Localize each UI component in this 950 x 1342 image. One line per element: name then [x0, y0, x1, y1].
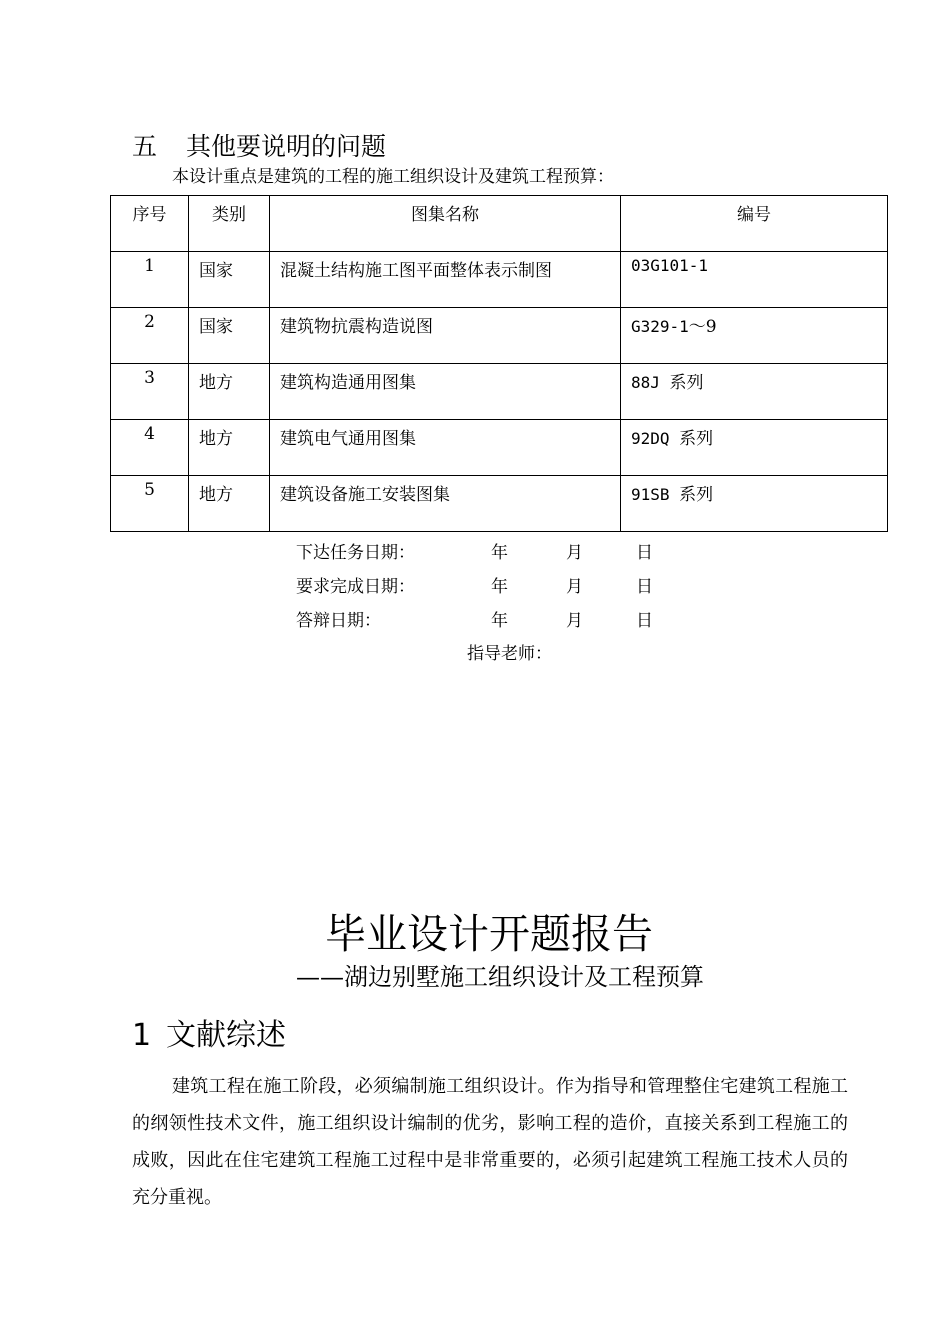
table-row: [111, 308, 888, 364]
cell-name: 建筑电气通用图集: [270, 420, 621, 476]
section-heading: [132, 130, 386, 164]
code-suffix: 系列: [679, 485, 714, 505]
month-label: 月: [566, 611, 583, 631]
header-name: 图集名称: [270, 196, 621, 252]
report-title: 毕业设计开题报告: [325, 910, 653, 958]
cell-code: [621, 364, 888, 420]
cell-code: [621, 476, 888, 532]
month-label: 月: [566, 577, 583, 597]
code-value: 92DQ: [631, 429, 680, 448]
table-row: [111, 476, 888, 532]
code-value: 03G101-1: [631, 256, 709, 275]
cell-no: 3: [111, 364, 189, 420]
date-label: 要求完成日期：: [296, 577, 415, 597]
month-label: 月: [566, 543, 583, 563]
cell-no: 5: [111, 476, 189, 532]
section1-heading: [132, 1014, 286, 1058]
cell-no: 2: [111, 308, 189, 364]
cell-code: [621, 420, 888, 476]
cell-type: 国家: [189, 252, 270, 308]
cell-code: [621, 308, 888, 364]
day-label: 日: [636, 611, 653, 631]
cell-code: [621, 252, 888, 308]
cell-type: 地方: [189, 476, 270, 532]
reference-table: [110, 195, 888, 532]
cell-no: 4: [111, 420, 189, 476]
section-intro: 本设计重点是建筑的工程的施工组织设计及建筑工程预算：: [172, 167, 614, 187]
table-row: [111, 252, 888, 308]
cell-type: 国家: [189, 308, 270, 364]
cell-no: 1: [111, 252, 189, 308]
code-suffix: ～9: [688, 317, 717, 337]
date-label: 答辩日期：: [296, 611, 381, 631]
cell-name: 建筑设备施工安装图集: [270, 476, 621, 532]
cell-type: 地方: [189, 420, 270, 476]
header-type: 类别: [189, 196, 270, 252]
cell-type: 地方: [189, 364, 270, 420]
section-title: 其他要说明的问题: [186, 132, 387, 161]
cell-name: 建筑构造通用图集: [270, 364, 621, 420]
body-paragraph: 建筑工程在施工阶段，必须编制施工组织设计。作为指导和管理整住宅建筑工程施工的纲领性技术文件，施工组织设计编制的优劣，影响工程的造价，直接关系到工程施工的成败，因此在住宅建筑工程施工过程中是非常重要的，必须引起建筑工程施工技术人员的充分重视。: [132, 1076, 848, 1208]
year-label: 年: [491, 577, 508, 597]
table-row: [111, 420, 888, 476]
table-header-row: [111, 196, 888, 252]
year-label: 年: [491, 543, 508, 563]
section1-title: 文献综述: [166, 1018, 286, 1053]
report-subtitle: ——湖边别墅施工组织设计及工程预算: [296, 963, 704, 991]
header-no: 序号: [111, 196, 189, 252]
code-suffix: 系列: [679, 429, 714, 449]
cell-name: 建筑物抗震构造说图: [270, 308, 621, 364]
code-value: 88J: [631, 373, 670, 392]
date-label: 下达任务日期：: [296, 543, 415, 563]
code-value: 91SB: [631, 485, 680, 504]
year-label: 年: [491, 611, 508, 631]
day-label: 日: [636, 577, 653, 597]
code-value: G329-1: [631, 317, 689, 336]
section-number: 五: [132, 132, 158, 161]
cell-name: 混凝土结构施工图平面整体表示制图: [270, 252, 621, 308]
section1-number: 1: [132, 1018, 152, 1053]
day-label: 日: [636, 543, 653, 563]
advisor-label: 指导老师：: [467, 644, 552, 664]
header-code: 编号: [621, 196, 888, 252]
table-row: [111, 364, 888, 420]
code-suffix: 系列: [669, 373, 704, 393]
